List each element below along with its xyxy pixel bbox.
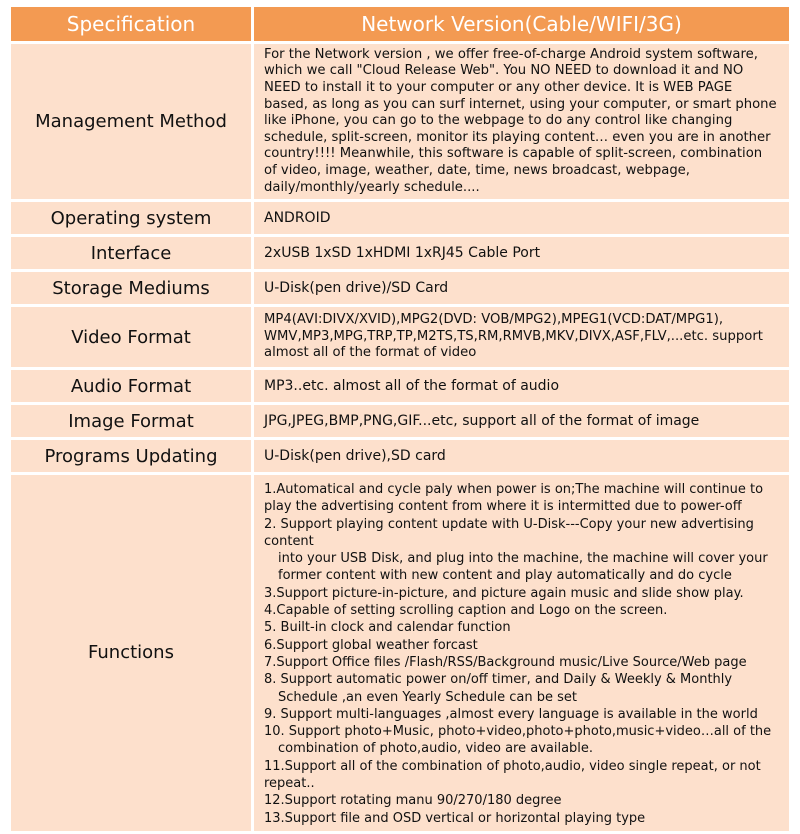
row-video-format: [11, 307, 789, 367]
function-item: 12.Support rotating manu 90/270/180 degree: [264, 793, 562, 809]
value-storage-mediums: U-Disk(pen drive)/SD Card: [254, 272, 789, 304]
function-item: 10. Support photo+Music, photo+video,photo+photo,music+video…all of the: [264, 724, 772, 740]
value-image-format: JPG,JPEG,BMP,PNG,GIF...etc, support all of the format of image: [254, 405, 789, 437]
value-interface: 2xUSB 1xSD 1xHDMI 1xRJ45 Cable Port: [254, 237, 789, 269]
header-row: [11, 7, 789, 41]
row-storage-mediums: [11, 272, 789, 304]
function-item: Schedule ,an even Yearly Schedule can be set: [278, 689, 577, 705]
label-storage-mediums: Storage Mediums: [11, 272, 251, 304]
row-management-method: [11, 44, 789, 199]
function-item: 9. Support multi-languages ,almost every language is available in the world: [264, 706, 758, 722]
row-audio-format: [11, 370, 789, 402]
value-operating-system: ANDROID: [254, 202, 789, 234]
header-specification: Specification: [11, 7, 251, 41]
function-item: 4.Capable of setting scrolling caption and Logo on the screen.: [264, 603, 668, 619]
row-interface: [11, 237, 789, 269]
value-programs-updating: U-Disk(pen drive),SD card: [254, 440, 789, 472]
label-interface: Interface: [11, 237, 251, 269]
label-operating-system: Operating system: [11, 202, 251, 234]
label-audio-format: Audio Format: [11, 370, 251, 402]
label-management-method: Management Method: [11, 44, 251, 199]
function-item: 5. Built-in clock and calendar function: [264, 620, 511, 636]
value-management-method: For the Network version , we offer free-of-charge Android system software, which we call "Cloud Release Web". You NO NEED to download it and NO NEED to install it to your computer or any other device. It is WEB PAGE based, as long as you can surf internet, using your computer, or smart phone like iPhone, you can go to the webpage to do any control like changing schedule, split-screen, monitor its playing content… even you are in another country!!!! Meanwhile, this software is capable of split-screen, combination of video, image, weather, date, time, news broadcast, webpage, daily/monthly/yearly schedule....: [254, 44, 789, 199]
function-item: 2. Support playing content update with U-Disk---Copy your new advertising content: [264, 516, 754, 549]
value-audio-format: MP3..etc. almost all of the format of audio: [254, 370, 789, 402]
value-video-format: MP4(AVI:DIVX/XVID),MPG2(DVD: VOB/MPG2),MPEG1(VCD:DAT/MPG1), WMV,MP3,MPG,TRP,TP,M2TS,TS,RM,RMVB,MKV,DIVX,ASF,FLV,...etc. support almost all of the format of video: [254, 307, 789, 367]
function-item: combination of photo,audio, video are available.: [278, 741, 594, 757]
row-functions: [11, 475, 789, 831]
row-operating-system: [11, 202, 789, 234]
label-functions: Functions: [11, 475, 251, 831]
functions-list: [254, 475, 789, 831]
row-image-format: [11, 405, 789, 437]
function-item: 13.Support file and OSD vertical or horizontal playing type: [264, 810, 646, 826]
spec-table: [8, 4, 792, 834]
label-video-format: Video Format: [11, 307, 251, 367]
header-network-version: Network Version(Cable/WIFI/3G): [254, 7, 789, 41]
function-item: 6.Support global weather forcast: [264, 637, 478, 653]
function-item: 11.Support all of the combination of photo,audio, video single repeat, or not repeat..: [264, 758, 761, 792]
function-item: play the advertising content from where it is intermitted due to power-off: [264, 499, 742, 515]
row-programs-updating: [11, 440, 789, 472]
function-item: 7.Support Office files /Flash/RSS/Background music/Live Source/Web page: [264, 654, 747, 670]
label-image-format: Image Format: [11, 405, 251, 437]
label-programs-updating: Programs Updating: [11, 440, 251, 472]
function-item: 1.Automatical and cycle paly when power is on;The machine will continue to: [264, 482, 764, 497]
function-item: 8. Support automatic power on/off timer, and Daily & Weekly & Monthly: [264, 672, 733, 688]
function-item: 3.Support picture-in-picture, and picture again music and slide show play.: [264, 585, 744, 601]
function-item: former content with new content and play automatically and do cycle: [278, 568, 732, 584]
function-item: into your USB Disk, and plug into the machine, the machine will cover your: [278, 551, 768, 567]
